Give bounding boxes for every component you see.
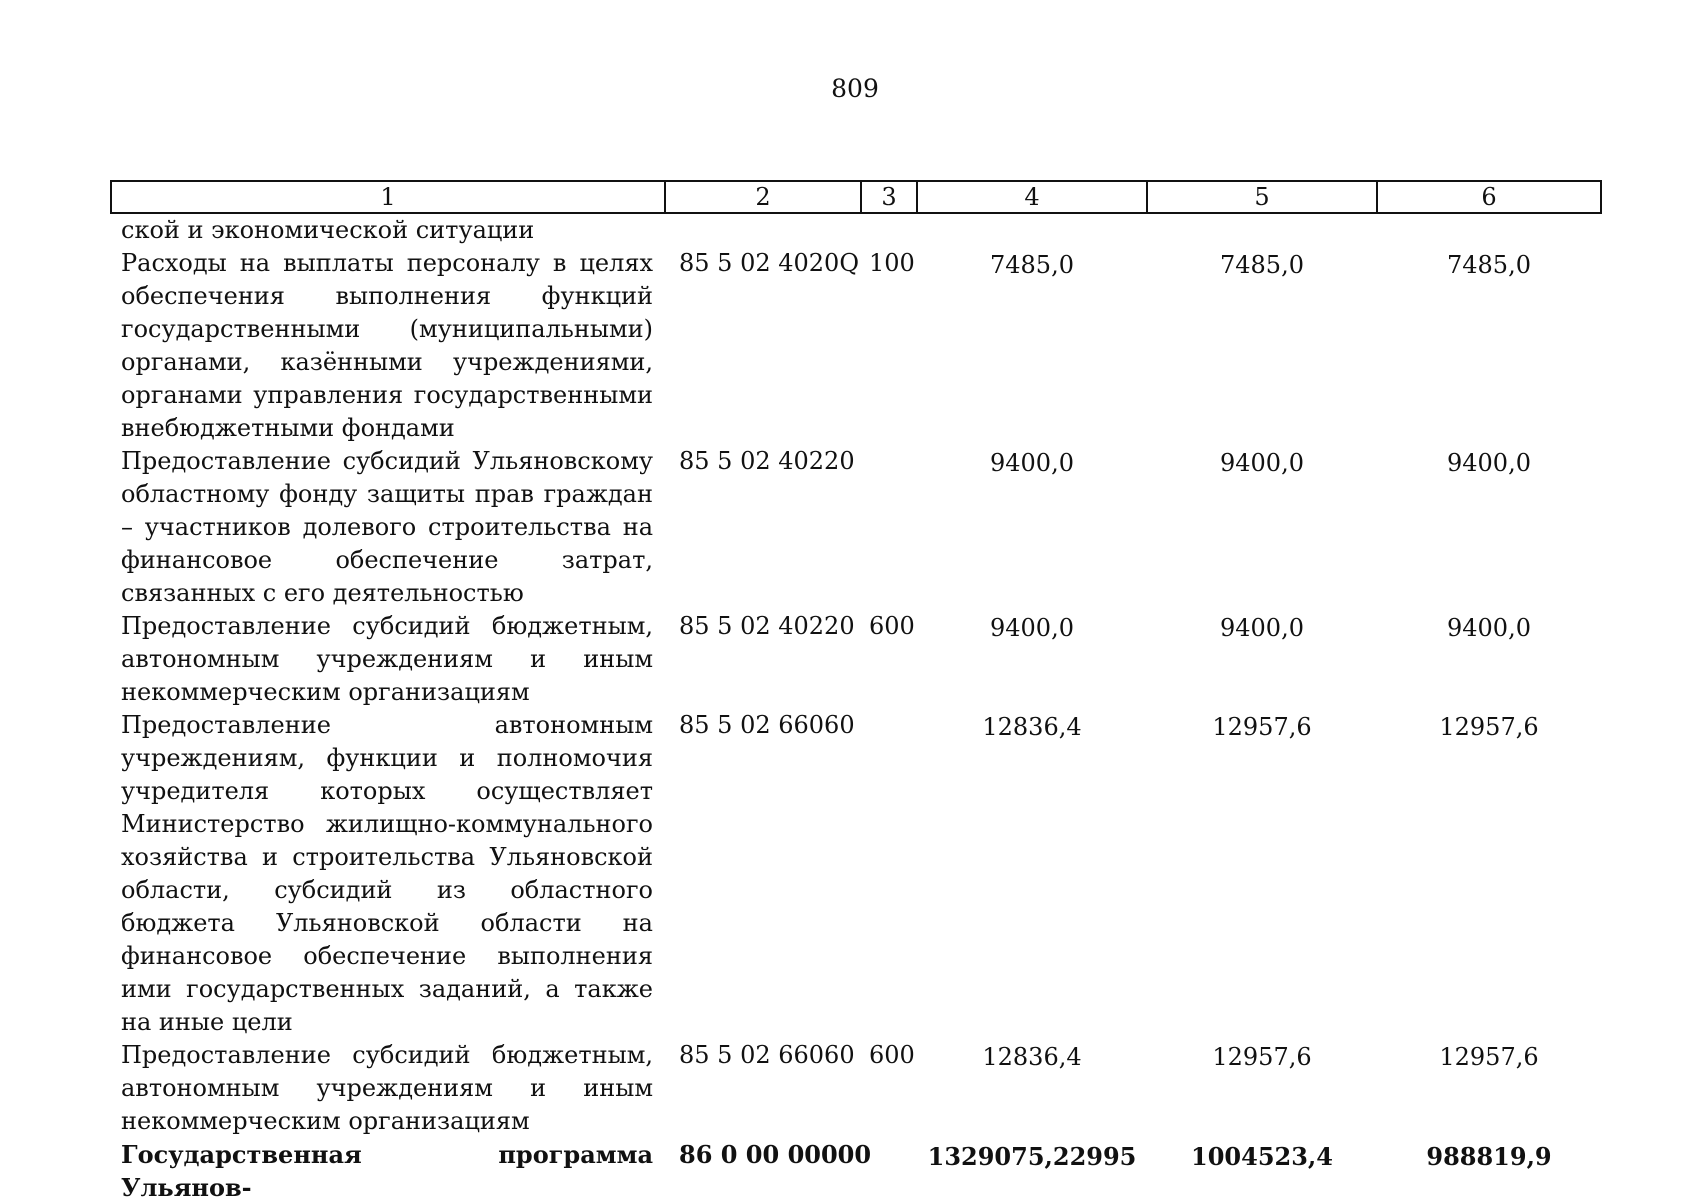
row-type: [861, 213, 917, 247]
row-type: [861, 445, 917, 610]
row-value-1: 12836,4: [982, 1043, 1082, 1071]
row-code: 85 5 02 40220: [679, 612, 855, 640]
row-name: Расходы на выплаты персоналу в целях обеспечения выполнения функций государственными (муниципальными) органами, казёнными учреждениями, органами управления государственными внебюджетными фондами: [121, 249, 653, 442]
row-code: 85 5 02 66060: [679, 711, 855, 739]
row-value-1: [917, 213, 1147, 247]
table-row: [111, 610, 1601, 709]
row-code: 85 5 02 66060: [679, 1041, 855, 1069]
row-type: 100: [869, 249, 915, 277]
row-code: [665, 213, 861, 247]
row-code: 85 5 02 4020Q: [679, 249, 859, 277]
table-row: [111, 247, 1601, 445]
row-value-2: 12957,6: [1212, 1043, 1312, 1071]
row-name: Государственная программа Ульянов-: [121, 1140, 653, 1202]
row-value-1: 1329075,22995: [927, 1142, 1137, 1171]
row-value-2: 12957,6: [1212, 713, 1312, 741]
row-value-2: 7485,0: [1220, 251, 1304, 279]
row-value-1: 9400,0: [990, 614, 1074, 642]
row-value-1: 7485,0: [990, 251, 1074, 279]
row-value-2: 1004523,4: [1191, 1142, 1333, 1171]
header-col-5: 5: [1147, 181, 1377, 213]
row-value-3: 9400,0: [1447, 449, 1531, 477]
table-header: [111, 181, 1601, 213]
page-number: 809: [831, 74, 879, 103]
row-value-2: [1147, 213, 1377, 247]
row-name: Предоставление субсидий Ульяновскому областному фонду защиты прав граждан – участников долевого строительства на финансовое обеспечение затрат, связанных с его деятельностью: [121, 447, 653, 607]
table-body: [111, 213, 1601, 1204]
budget-table: [110, 180, 1602, 1204]
header-col-1: 1: [111, 181, 665, 213]
row-value-2: 9400,0: [1220, 449, 1304, 477]
table-row: [111, 213, 1601, 247]
row-name: Предоставление субсидий бюджетным, автономным учреждениям и иным некоммерческим организациям: [121, 1041, 653, 1135]
row-value-2: 9400,0: [1220, 614, 1304, 642]
row-type: 600: [869, 1041, 915, 1069]
header-col-3: 3: [861, 181, 917, 213]
row-name: Предоставление автономным учреждениям, функции и полномочия учредителя которых осуществляет Министерство жилищно-коммунального хозяйства и строительства Ульяновской области, субсидий из областного бюджета Ульяновской области на финансовое обеспечение выполнения ими государственных заданий, а также на иные цели: [121, 711, 653, 1036]
row-name: Предоставление субсидий бюджетным, автономным учреждениям и иным некоммерческим организациям: [121, 612, 653, 706]
row-code: 86 0 00 00000: [679, 1140, 872, 1169]
header-col-2: 2: [665, 181, 861, 213]
table-row: [111, 445, 1601, 610]
row-value-3: 12957,6: [1439, 713, 1539, 741]
row-value-3: 988819,9: [1426, 1142, 1552, 1171]
row-type: [861, 709, 917, 1039]
table-row: [111, 1138, 1601, 1204]
header-col-4: 4: [917, 181, 1147, 213]
header-col-6: 6: [1377, 181, 1601, 213]
row-name: ской и экономической ситуации: [121, 216, 535, 244]
table-row: [111, 709, 1601, 1039]
row-value-3: 7485,0: [1447, 251, 1531, 279]
row-value-3: 12957,6: [1439, 1043, 1539, 1071]
row-type: 600: [869, 612, 915, 640]
row-value-3: 9400,0: [1447, 614, 1531, 642]
header-row: [111, 181, 1601, 213]
row-value-1: 9400,0: [990, 449, 1074, 477]
table-row: [111, 1039, 1601, 1138]
row-code: 85 5 02 40220: [679, 447, 855, 475]
row-value-3: [1377, 213, 1601, 247]
row-value-1: 12836,4: [982, 713, 1082, 741]
